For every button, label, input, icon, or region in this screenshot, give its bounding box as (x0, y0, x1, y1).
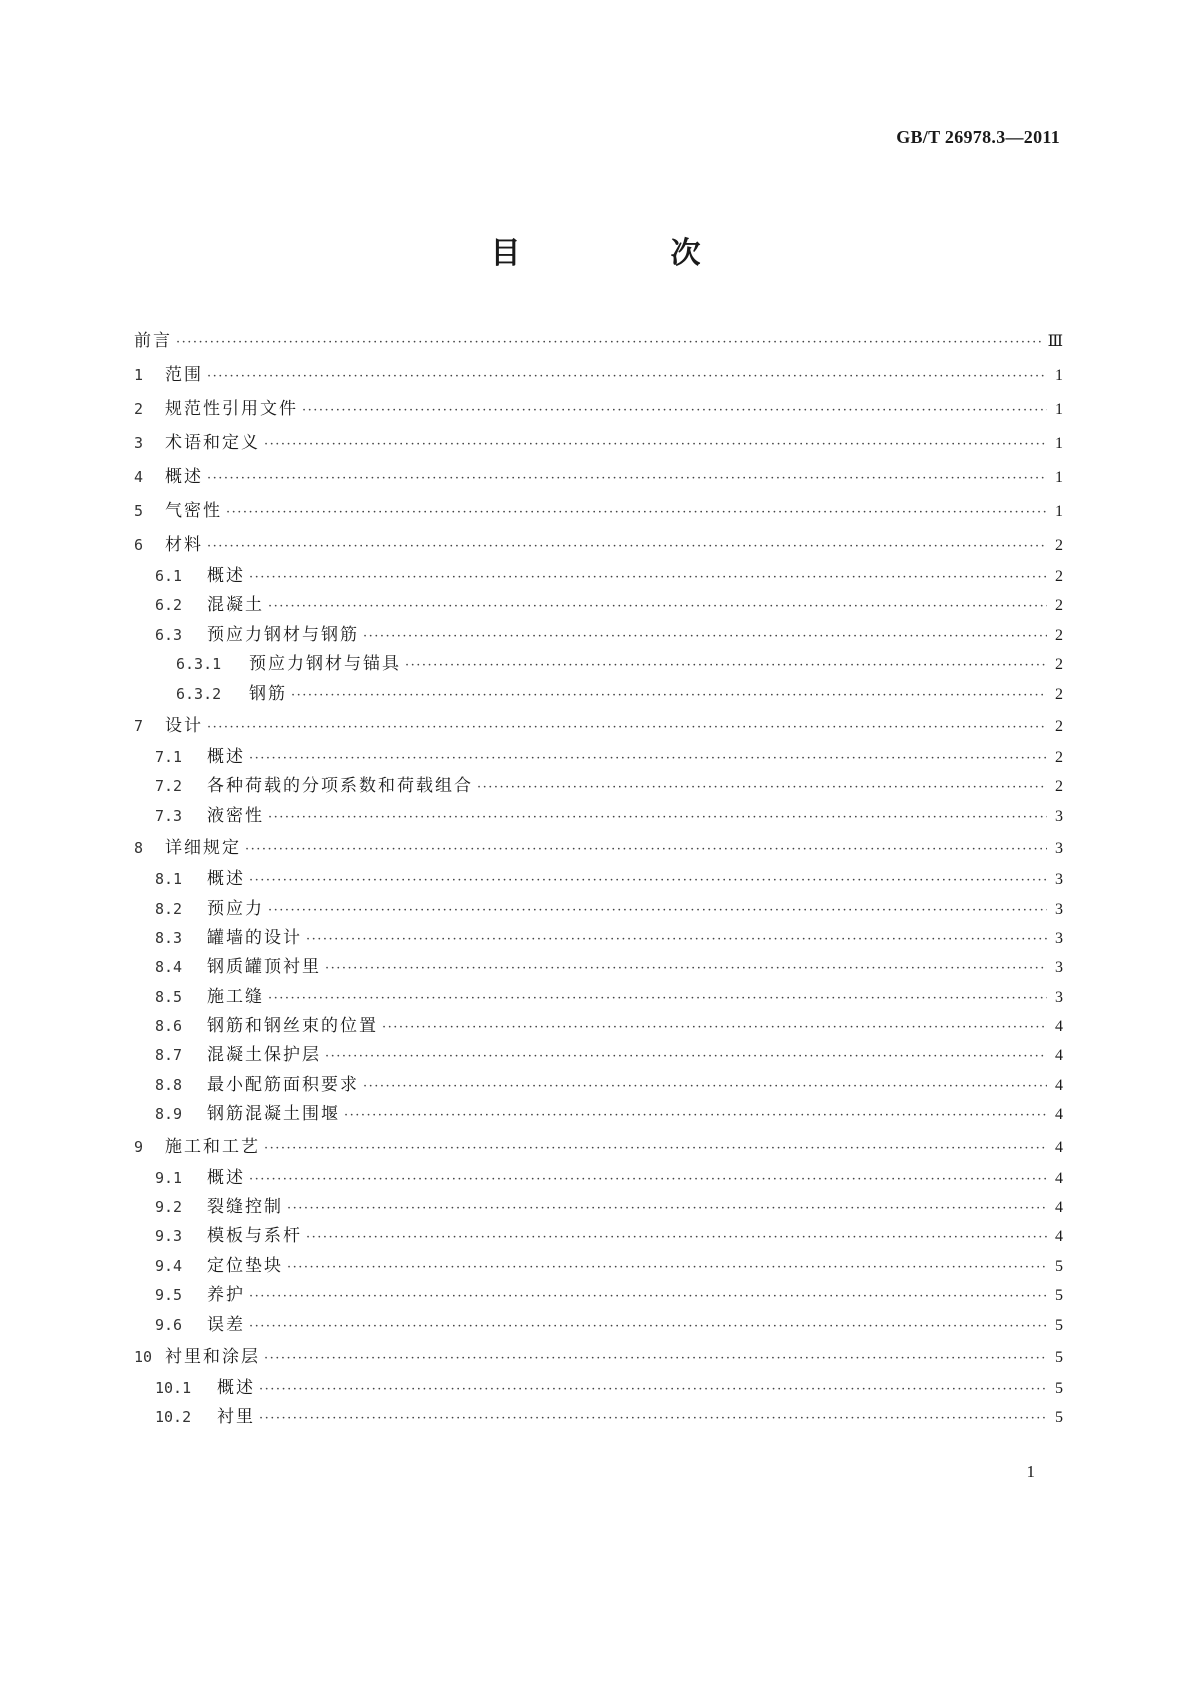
toc-entry-page: Ⅲ (1047, 333, 1063, 350)
toc-entry-page: 4 (1055, 1228, 1063, 1246)
toc-leader-dots (287, 1194, 1047, 1223)
toc-entry-number: 7.3 (155, 806, 183, 825)
toc-entry[interactable] (134, 1041, 1063, 1070)
toc-entry-number: 8.6 (155, 1017, 183, 1036)
toc-entry-number: 4 (134, 468, 144, 486)
toc-entry-label: 裂缝控制 (207, 1197, 283, 1218)
toc-entry-number: 9.5 (155, 1286, 183, 1305)
toc-entry-label: 定位垫块 (207, 1255, 283, 1276)
toc-entry-page: 4 (1055, 1169, 1063, 1187)
toc-entry[interactable] (134, 621, 1063, 650)
toc-entry[interactable] (134, 392, 1063, 426)
toc-entry-number: 6.1 (155, 567, 183, 585)
toc-leader-dots (268, 896, 1047, 925)
toc-entry-number: 8.3 (155, 928, 183, 947)
toc-entry-page: 2 (1055, 717, 1063, 735)
toc-entry-number: 9.6 (155, 1315, 183, 1334)
toc-entry[interactable] (134, 1403, 1063, 1432)
toc-entry-label: 混凝土 (207, 595, 264, 616)
toc-entry-number: 7 (134, 716, 144, 735)
toc-entry[interactable] (134, 865, 1063, 894)
toc-list (134, 324, 1063, 1433)
toc-entry-number: 6.3.2 (176, 684, 222, 703)
toc-leader-dots (245, 833, 1047, 867)
toc-entry-page: 1 (1055, 469, 1063, 486)
toc-entry-label: 概述 (217, 1377, 255, 1398)
toc-entry-page: 2 (1055, 626, 1063, 644)
toc-entry-number: 8 (134, 839, 144, 858)
toc-leader-dots (325, 954, 1047, 983)
toc-leader-dots (259, 1404, 1047, 1433)
toc-entry-label: 最小配筋面积要求 (207, 1074, 359, 1095)
toc-leader-dots (405, 651, 1047, 680)
toc-entry-label: 详细规定 (165, 838, 241, 859)
toc-leader-dots (363, 1072, 1047, 1101)
toc-entry[interactable] (134, 1340, 1063, 1374)
toc-entry[interactable] (134, 1311, 1063, 1340)
toc-entry-number: 9.4 (155, 1256, 183, 1275)
toc-entry-page: 2 (1055, 537, 1063, 554)
toc-leader-dots (382, 1013, 1047, 1042)
toc-leader-dots (249, 563, 1047, 592)
toc-title: 目 次 (490, 236, 761, 271)
toc-leader-dots (268, 803, 1047, 832)
toc-leader-dots (268, 984, 1047, 1013)
toc-entry[interactable] (134, 1164, 1063, 1193)
toc-leader-dots (291, 681, 1047, 710)
toc-entry[interactable] (134, 650, 1063, 679)
toc-entry-number: 6.2 (155, 596, 183, 615)
toc-entry-label: 混凝土保护层 (207, 1045, 321, 1066)
toc-entry[interactable] (134, 1012, 1063, 1041)
toc-entry-number: 8.5 (155, 987, 183, 1006)
toc-entry-page: 3 (1055, 871, 1063, 889)
page-number: 1 (1026, 1462, 1035, 1481)
toc-entry[interactable] (134, 426, 1063, 460)
toc-entry-label: 误差 (207, 1314, 245, 1335)
toc-entry[interactable] (134, 831, 1063, 865)
toc-entry-number: 9.1 (155, 1168, 183, 1187)
toc-entry-number: 8.9 (155, 1105, 183, 1124)
toc-entry-number: 1 (134, 366, 144, 384)
toc-entry-page: 4 (1055, 1106, 1063, 1124)
toc-entry[interactable] (134, 802, 1063, 831)
toc-entry[interactable] (134, 772, 1063, 801)
toc-entry-number: 3 (134, 434, 144, 452)
toc-entry-number: 8.7 (155, 1046, 183, 1065)
toc-leader-dots (207, 711, 1047, 745)
toc-entry-page: 4 (1055, 1199, 1063, 1217)
toc-entry-label: 概述 (165, 467, 203, 487)
toc-entry-number: 8.4 (155, 958, 183, 977)
toc-leader-dots (325, 1042, 1047, 1071)
toc-entry-label: 模板与系杆 (207, 1226, 302, 1247)
toc-entry-page: 3 (1055, 807, 1063, 825)
toc-entry[interactable] (134, 1193, 1063, 1222)
toc-entry[interactable] (134, 953, 1063, 982)
toc-entry-label: 前言 (134, 331, 172, 351)
toc-entry-page: 4 (1055, 1076, 1063, 1094)
toc-entry-number: 10.1 (155, 1378, 192, 1397)
toc-leader-dots (477, 773, 1047, 802)
toc-leader-dots (287, 1253, 1047, 1282)
toc-leader-dots (249, 1312, 1047, 1341)
toc-entry-number: 10 (134, 1347, 153, 1366)
toc-leader-dots (268, 592, 1047, 621)
toc-entry-number: 9 (134, 1137, 144, 1156)
toc-entry-page: 3 (1055, 900, 1063, 918)
toc-leader-dots (249, 1165, 1047, 1194)
toc-entry-label: 钢筋混凝土围堰 (207, 1104, 340, 1125)
toc-entry-label: 预应力 (207, 898, 264, 919)
toc-leader-dots (226, 496, 1047, 530)
toc-entry[interactable] (134, 1281, 1063, 1310)
toc-entry-label: 衬里和涂层 (165, 1346, 260, 1367)
toc-leader-dots (264, 1342, 1047, 1376)
toc-entry[interactable] (134, 358, 1063, 392)
toc-entry-label: 施工缝 (207, 986, 264, 1007)
toc-entry-label: 概述 (207, 566, 245, 586)
toc-entry-number: 9.3 (155, 1227, 183, 1246)
toc-leader-dots (259, 1375, 1047, 1404)
toc-leader-dots (249, 744, 1047, 773)
toc-leader-dots (306, 925, 1047, 954)
toc-entry-label: 施工和工艺 (165, 1136, 260, 1157)
toc-entry[interactable] (134, 591, 1063, 620)
toc-entry-label: 材料 (165, 535, 203, 555)
toc-entry-number: 10.2 (155, 1408, 192, 1427)
toc-entry-label: 术语和定义 (165, 433, 260, 453)
toc-entry-page: 4 (1055, 1047, 1063, 1065)
toc-leader-dots (306, 1223, 1047, 1252)
toc-entry-page: 3 (1055, 988, 1063, 1006)
toc-entry[interactable] (134, 1222, 1063, 1251)
toc-entry-label: 罐墙的设计 (207, 927, 302, 948)
toc-entry[interactable] (134, 1071, 1063, 1100)
toc-entry-label: 预应力钢材与锚具 (249, 654, 401, 675)
toc-entry[interactable] (134, 743, 1063, 772)
toc-entry-number: 9.2 (155, 1198, 183, 1217)
toc-entry-page: 3 (1055, 929, 1063, 947)
toc-entry-page: 2 (1055, 597, 1063, 615)
toc-entry[interactable] (134, 562, 1063, 591)
toc-entry-page: 5 (1055, 1257, 1063, 1275)
toc-entry-number: 7.2 (155, 777, 183, 796)
toc-entry[interactable] (134, 680, 1063, 709)
toc-entry-page: 4 (1055, 1018, 1063, 1036)
toc-entry[interactable] (134, 1100, 1063, 1129)
toc-entry-label: 各种荷载的分项系数和荷载组合 (207, 776, 473, 797)
toc-entry-label: 钢筋 (249, 683, 287, 704)
toc-entry-label: 预应力钢材与钢筋 (207, 624, 359, 645)
toc-entry-page: 5 (1055, 1348, 1063, 1366)
toc-entry[interactable] (134, 983, 1063, 1012)
toc-leader-dots (264, 428, 1047, 462)
toc-entry-label: 设计 (165, 715, 203, 736)
toc-leader-dots (176, 326, 1042, 360)
toc-entry-page: 1 (1055, 401, 1063, 418)
toc-entry-page: 2 (1055, 685, 1063, 703)
toc-entry-page: 1 (1055, 503, 1063, 520)
toc-entry-number: 8.8 (155, 1075, 183, 1094)
toc-entry-label: 养护 (207, 1285, 245, 1306)
toc-leader-dots (344, 1101, 1047, 1130)
toc-entry-page: 5 (1055, 1409, 1063, 1427)
toc-entry-page: 2 (1055, 748, 1063, 766)
toc-entry-page: 3 (1055, 959, 1063, 977)
toc-entry[interactable] (134, 1130, 1063, 1164)
toc-entry-page: 4 (1055, 1138, 1063, 1156)
toc-entry-number: 2 (134, 400, 144, 418)
toc-entry-number: 6 (134, 536, 144, 554)
toc-leader-dots (249, 1282, 1047, 1311)
toc-entry-page: 5 (1055, 1316, 1063, 1334)
toc-entry-label: 液密性 (207, 805, 264, 826)
toc-entry-page: 2 (1055, 778, 1063, 796)
toc-entry-label: 衬里 (217, 1407, 255, 1428)
toc-entry-label: 规范性引用文件 (165, 399, 298, 419)
toc-entry-number: 6.3.1 (176, 655, 222, 674)
toc-entry-page: 5 (1055, 1287, 1063, 1305)
toc-entry-label: 钢质罐顶衬里 (207, 957, 321, 978)
toc-leader-dots (207, 360, 1047, 394)
toc-entry-number: 6.3 (155, 625, 183, 644)
toc-leader-dots (264, 1132, 1047, 1166)
standard-code: GB/T 26978.3—2011 (896, 127, 1060, 147)
toc-entry-page: 5 (1055, 1379, 1063, 1397)
toc-entry-label: 概述 (207, 1167, 245, 1188)
toc-entry-page: 2 (1055, 656, 1063, 674)
toc-entry-label: 钢筋和钢丝束的位置 (207, 1016, 378, 1037)
toc-entry-number: 5 (134, 502, 144, 520)
toc-entry-number: 8.2 (155, 899, 183, 918)
toc-leader-dots (363, 622, 1047, 651)
toc-entry[interactable] (134, 1374, 1063, 1403)
toc-leader-dots (302, 394, 1047, 428)
toc-entry-label: 范围 (165, 365, 203, 385)
toc-entry-label: 概述 (207, 746, 245, 767)
toc-entry[interactable] (134, 924, 1063, 953)
toc-entry-number: 8.1 (155, 870, 183, 889)
toc-entry-number: 7.1 (155, 747, 183, 766)
toc-entry-page: 2 (1055, 568, 1063, 585)
toc-entry[interactable] (134, 1252, 1063, 1281)
toc-entry[interactable] (134, 494, 1063, 528)
toc-entry[interactable] (134, 895, 1063, 924)
toc-entry[interactable] (134, 528, 1063, 562)
toc-entry-label: 概述 (207, 869, 245, 890)
toc-entry-page: 3 (1055, 840, 1063, 858)
toc-leader-dots (207, 462, 1047, 496)
toc-entry-page: 1 (1055, 435, 1063, 452)
toc-leader-dots (249, 866, 1047, 895)
toc-entry[interactable] (134, 709, 1063, 743)
toc-entry[interactable] (134, 460, 1063, 494)
toc-entry[interactable] (134, 324, 1063, 358)
toc-leader-dots (207, 530, 1047, 564)
toc-entry-page: 1 (1055, 367, 1063, 384)
toc-entry-label: 气密性 (165, 501, 222, 521)
